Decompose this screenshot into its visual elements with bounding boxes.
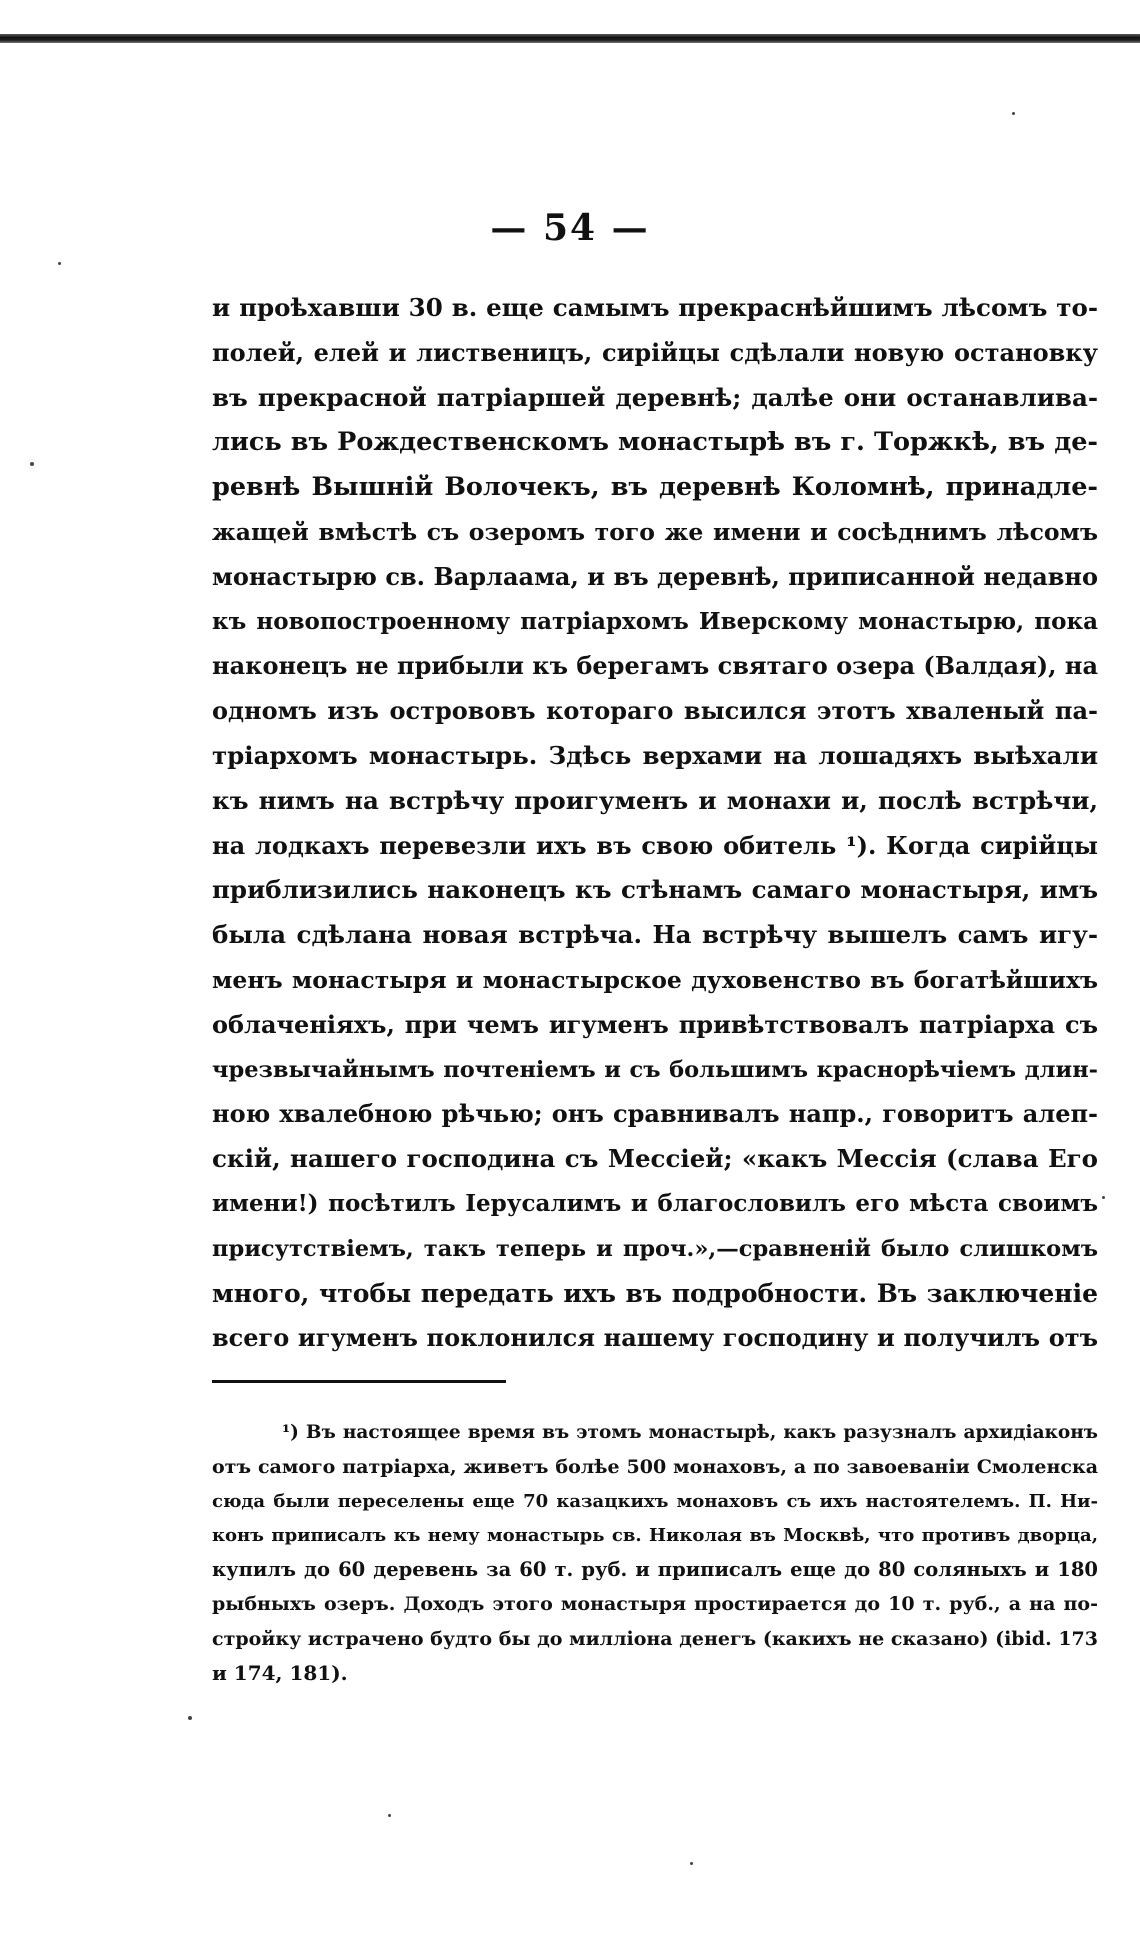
text-line: присутствіемъ, такъ теперь и проч.»,—сравненій было слишкомъ [212, 1235, 1098, 1262]
footnote-line: стройку истрачено будто бы до милліона денегъ (какихъ не сказано) (ibid. 173 [212, 1627, 1098, 1650]
text-line: на лодкахъ перевезли ихъ въ свою обитель ¹). Когда сирійцы [212, 830, 1098, 860]
text-line: была сдѣлана новая встрѣча. На встрѣчу вышелъ самъ игу- [212, 920, 1098, 950]
text-line: ною хвалебною рѣчью; онъ сравнивалъ напр., говоритъ алеп- [212, 1099, 1098, 1129]
footnote-line: купилъ до 60 деревень за 60 т. руб. и приписалъ еще до 80 соляныхъ и 180 [212, 1558, 1098, 1582]
text-line: чрезвычайнымъ почтеніемъ и съ большимъ краснорѣчіемъ длин- [212, 1056, 1098, 1083]
footnote-line: сюда были переселены еще 70 казацкихъ монаховъ съ ихъ настоятелемъ. П. Ни- [212, 1490, 1098, 1512]
text-line: облаченіяхъ, при чемъ игуменъ привѣтствовалъ патріарха съ [212, 1009, 1098, 1039]
scan-speck [1012, 112, 1015, 115]
footnote [212, 1416, 1098, 1690]
footnote-line: конъ приписалъ къ нему монастырь св. Николая въ Москвѣ, что противъ дворца, [212, 1524, 1098, 1546]
text-line: одномъ изъ острововъ котораго высился этотъ хваленый па- [212, 696, 1098, 726]
text-line: въ прекрасной патріаршей деревнѣ; далѣе они останавлива- [212, 382, 1098, 412]
scan-speck [388, 1814, 391, 1817]
footnote-line: рыбныхъ озеръ. Доходъ этого монастыря простирается до 10 т. руб., а на по- [212, 1593, 1098, 1616]
text-line: имени!) посѣтилъ Іерусалимъ и благословилъ его мѣста своимъ [212, 1189, 1098, 1217]
footnote-line: и 174, 181). [212, 1661, 348, 1686]
scan-speck [30, 462, 34, 466]
scan-speck [58, 262, 61, 265]
footnote-line: ¹) Въ настоящее время въ этомъ монастырѣ, какъ разузналъ архидіаконъ [282, 1422, 1098, 1443]
footnote-line: отъ самого патріарха, живетъ болѣе 500 монаховъ, а по завоеваніи Смоленска [212, 1456, 1098, 1479]
scan-speck [188, 1716, 192, 1720]
text-line: лись въ Рождественскомъ монастырѣ въ г. Торжкѣ, въ де- [212, 427, 1098, 458]
text-line: наконецъ не прибыли къ берегамъ святаго озера (Валдая), на [212, 651, 1098, 681]
scan-speck [1102, 1196, 1105, 1199]
page-number: — 54 — [490, 207, 650, 249]
text-line: приблизились наконецъ къ стѣнамъ самаго монастыря, имъ [212, 875, 1098, 905]
text-line: тріархомъ монастырь. Здѣсь верхами на лошадяхъ выѣхали [212, 740, 1098, 770]
text-line: полей, елей и лиственицъ, сирійцы сдѣлали новую остановку [212, 337, 1098, 367]
text-line: къ нимъ на встрѣчу проигуменъ и монахи и, послѣ встрѣчи, [212, 785, 1098, 815]
text-line: ревнѣ Вышній Волочекъ, въ деревнѣ Коломнѣ, принадле- [212, 472, 1098, 503]
text-line: жащей вмѣстѣ съ озеромъ того же имени и сосѣднимъ лѣсомъ [212, 517, 1098, 546]
footnote-divider [212, 1380, 506, 1383]
text-line: скій, нашего господина съ Мессіей; «какъ Мессія (слава Его [212, 1144, 1098, 1174]
text-line: къ новопостроенному патріархомъ Иверскому монастырю, пока [212, 607, 1098, 635]
text-line: монастырю св. Варлаама, и въ деревнѣ, приписанной недавно [212, 561, 1098, 591]
text-line: много, чтобы передать ихъ въ подробности. Въ заключеніе [212, 1278, 1098, 1308]
scan-speck [690, 1862, 693, 1865]
text-line: и проѣхавши 30 в. еще самымъ прекраснѣйшимъ лѣсомъ то- [212, 293, 1098, 322]
top-scan-edge [0, 34, 1140, 43]
main-text [212, 286, 1098, 1361]
text-line: всего игуменъ поклонился нашему господину и получилъ отъ [212, 1323, 1098, 1353]
text-line: менъ монастыря и монастырское духовенство въ богатѣйшихъ [212, 965, 1098, 994]
